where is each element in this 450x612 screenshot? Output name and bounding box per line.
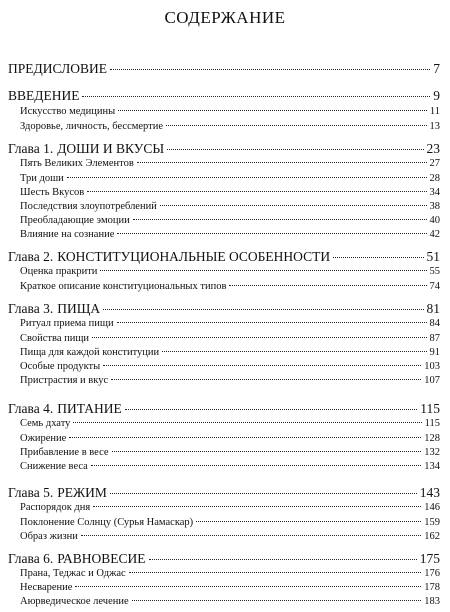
page-number: 128 [424,433,440,444]
toc-section-entry[interactable] [20,433,440,444]
page-number: 176 [424,568,440,579]
dot-leader [103,365,421,366]
toc-section-entry[interactable] [20,582,440,593]
dot-leader [110,69,430,70]
page-number: 175 [419,551,440,566]
dot-leader [112,451,422,452]
page-number: 132 [424,447,440,458]
dot-leader [132,600,422,601]
dot-leader [110,493,417,494]
dot-leader [137,162,427,163]
dot-leader [111,379,421,380]
dot-leader [166,125,426,126]
entry-title: РЕЖИМ [57,485,107,500]
entry-title: Особые продукты [20,361,101,372]
page-number: 134 [424,461,440,472]
entry-title: Пристрастия и вкус [20,375,109,386]
toc-section-entry[interactable] [20,568,440,579]
toc-chapter-entry[interactable] [8,61,440,77]
toc-section-entry[interactable] [20,447,440,458]
toc-chapter-entry[interactable] [8,301,440,317]
page-number: 183 [424,596,440,607]
entry-title: Ритуал приема пищи [20,318,114,329]
entry-title: Образ жизни [20,531,78,542]
page-number: 27 [429,158,440,169]
entry-title: ПИТАНИЕ [57,401,122,416]
page-number: 40 [429,215,440,226]
page-number: 115 [420,401,440,416]
entry-title: КОНСТИТУЦИОНАЛЬНЫЕ ОСОБЕННОСТИ [57,249,331,264]
dot-leader [91,465,421,466]
page-number: 23 [426,141,440,156]
entry-title: Поклонение Солнцу (Сурья Намаскар) [20,517,194,528]
toc-chapter-entry[interactable] [8,141,440,157]
page-number: 162 [424,531,440,542]
toc-chapter-entry[interactable] [8,551,440,567]
page-number: 84 [429,318,440,329]
entry-title: ДОШИ И ВКУСЫ [57,141,165,156]
toc-section-entry[interactable] [20,347,440,358]
page-number: 146 [424,502,440,513]
dot-leader [103,309,423,310]
entry-title: Прибавление в весе [20,447,109,458]
chapter-number: Глава 4. [8,401,54,416]
dot-leader [75,586,421,587]
dot-leader [67,177,427,178]
dot-leader [93,506,421,507]
toc-chapter-entry[interactable] [8,485,440,501]
toc-section-entry[interactable] [20,418,440,429]
entry-title: Ожирение [20,433,67,444]
dot-leader [92,337,426,338]
chapter-number: Глава 6. [8,551,54,566]
dot-leader [125,409,417,410]
dot-leader [87,191,426,192]
page-number: 11 [429,106,440,117]
chapter-number: Глава 2. [8,249,54,264]
page-number: 42 [429,229,440,240]
toc-section-entry[interactable] [20,229,440,240]
dot-leader [100,270,426,271]
entry-title: Семь дхату [20,418,71,429]
entry-title: Последствия злоупотреблений [20,201,157,212]
toc-section-entry[interactable] [20,318,440,329]
toc-section-entry[interactable] [20,266,440,277]
toc-section-entry[interactable] [20,187,440,198]
toc-section-entry[interactable] [20,461,440,472]
page-number: 87 [429,333,440,344]
chapter-number: Глава 5. [8,485,54,500]
toc-section-entry[interactable] [20,158,440,169]
dot-leader [69,437,421,438]
page-number: 143 [419,485,440,500]
dot-leader [129,572,422,573]
entry-title: Аюрведическое лечение [20,596,129,607]
dot-leader [160,205,427,206]
entry-title: Искусство медицины [20,106,116,117]
toc-section-entry[interactable] [20,121,440,132]
entry-title: Пища для каждой конституции [20,347,160,358]
toc-section-entry[interactable] [20,375,440,386]
dot-leader [333,257,423,258]
entry-title: Влияние на сознание [20,229,115,240]
entry-title: Снижение веса [20,461,88,472]
entry-title: Оценка пракрити [20,266,98,277]
page-number: 74 [429,281,440,292]
entry-title: Краткое описание конституциональных типов [20,281,227,292]
toc-section-entry[interactable] [20,281,440,292]
dot-leader [73,422,421,423]
entry-title: Здоровье, личность, бессмертие [20,121,164,132]
page-number: 159 [424,517,440,528]
toc-chapter-entry[interactable] [8,249,440,265]
page-number: 91 [429,347,440,358]
entry-title: РАВНОВЕСИЕ [57,551,146,566]
entry-title: Преобладающие эмоции [20,215,130,226]
toc-section-entry[interactable] [20,106,440,117]
page-number: 103 [424,361,440,372]
entry-title: Свойства пищи [20,333,90,344]
page-number: 81 [426,301,440,316]
page-number: 115 [424,418,440,429]
dot-leader [117,322,427,323]
toc-section-entry[interactable] [20,333,440,344]
toc-section-entry[interactable] [20,361,440,372]
entry-title: Пять Великих Элементов [20,158,134,169]
entry-title: ПИЩА [57,301,101,316]
dot-leader [118,110,427,111]
toc-section-entry[interactable] [20,173,440,184]
dot-leader [82,96,430,97]
toc-chapter-entry[interactable] [8,401,440,417]
page-title: СОДЕРЖАНИЕ [164,8,286,27]
entry-title: Несварение [20,582,73,593]
page-number: 7 [433,61,440,76]
entry-title: ВВЕДЕНИЕ [8,88,80,103]
page-number: 9 [433,88,440,103]
entry-title: Распорядок дня [20,502,91,513]
dot-leader [196,521,421,522]
page-number: 178 [424,582,440,593]
toc-section-entry[interactable] [20,531,440,542]
page-number: 34 [429,187,440,198]
dot-leader [167,149,423,150]
toc-section-entry[interactable] [20,502,440,513]
page-number: 28 [429,173,440,184]
chapter-number: Глава 3. [8,301,54,316]
dot-leader [81,535,421,536]
toc-chapter-entry[interactable] [8,88,440,104]
dot-leader [229,285,426,286]
entry-title: ПРЕДИСЛОВИЕ [8,61,108,76]
page-number: 55 [429,266,440,277]
page-number: 51 [426,249,440,264]
toc-section-entry[interactable] [20,201,440,212]
entry-title: Три доши [20,173,64,184]
entry-title: Прана, Теджас и Оджас [20,568,126,579]
dot-leader [149,559,417,560]
chapter-number: Глава 1. [8,141,54,156]
toc-section-entry[interactable] [20,596,440,607]
toc-section-entry[interactable] [20,215,440,226]
dot-leader [162,351,426,352]
page-number: 107 [424,375,440,386]
dot-leader [117,233,426,234]
page-number: 13 [429,121,440,132]
dot-leader [133,219,427,220]
entry-title: Шесть Вкусов [20,187,85,198]
page-number: 38 [429,201,440,212]
toc-section-entry[interactable] [20,517,440,528]
